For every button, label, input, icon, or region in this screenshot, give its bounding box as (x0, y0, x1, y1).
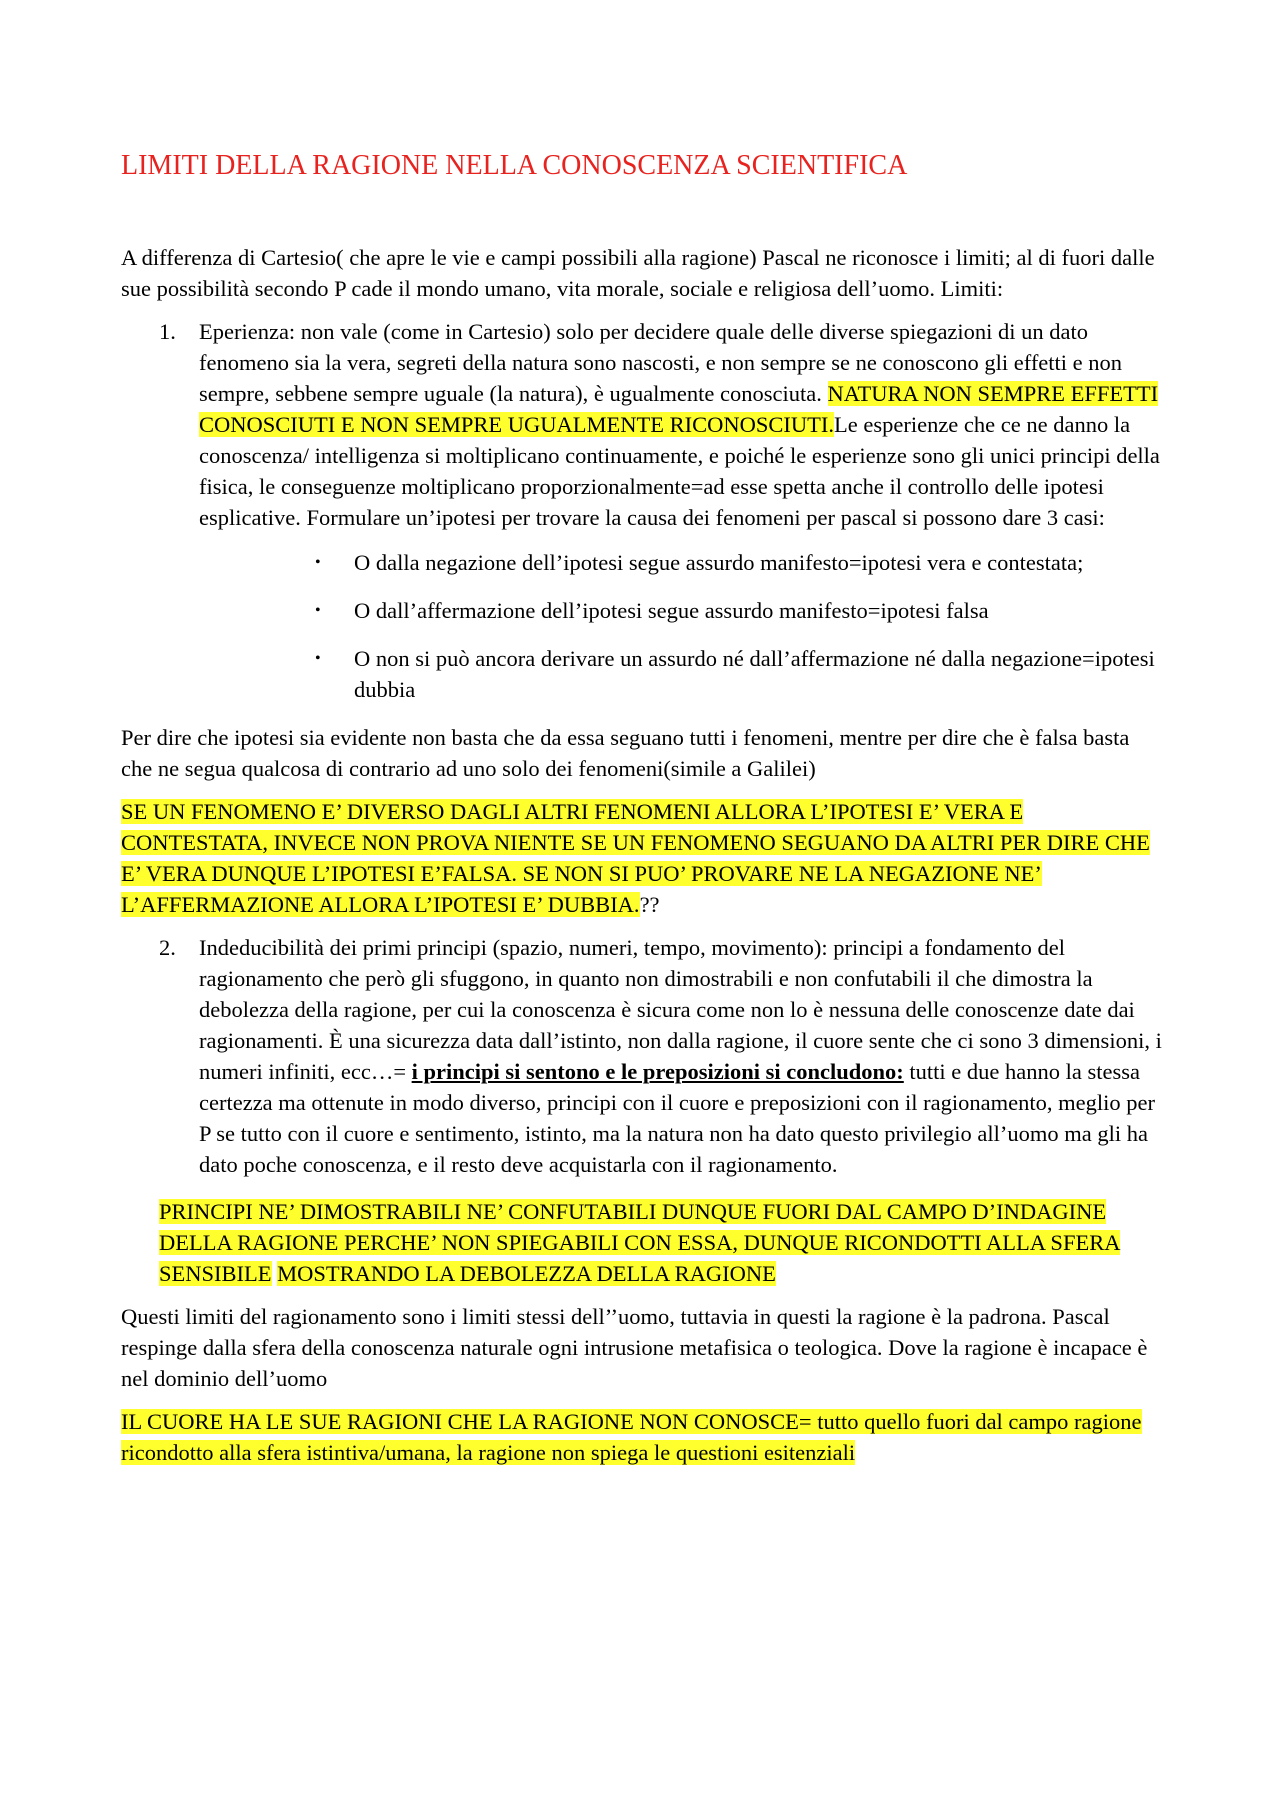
bullet-text: O dall’affermazione dell’ipotesi segue assurdo manifesto=ipotesi falsa (354, 598, 989, 623)
document-title: LIMITI DELLA RAGIONE NELLA CONOSCENZA SCIENTIFICA (121, 150, 908, 181)
para6-highlight: IL CUORE HA LE SUE RAGIONI CHE LA RAGIONE NON CONOSCE= tutto quello fuori dal campo ragione ricondotto alla sfera istintiva/umana, la ragione non spiega le questioni esitenziali (121, 1409, 1142, 1465)
para3-tail: ?? (639, 892, 660, 917)
bullet-glyph: • (315, 554, 321, 571)
item2-text-b: tutti e due hanno la stessa certezza ma ottenute in modo diverso, principi con il cuore e preposizioni con il ragionamento, meglio per P se tutto con il cuore e sentimento, istinto, ma la natura non ha dato questo privilegio all’uomo ma gli ha dato poche conoscenza, e il resto deve acquistarla con il ragionamento. (199, 1059, 1155, 1177)
highlight-paragraph-1 (121, 796, 1166, 920)
item1-text-b: Le esperienze che ce ne danno la conoscenza/ intelligenza si moltiplicano continuamente, e poiché le esperienze sono gli unici principi della fisica, le conseguenze moltiplicano proporzionalmente=ad esse spetta anche il controllo delle ipotesi esplicative. Formulare un’ipotesi per trovare la causa dei fenomeni per pascal si possono dare 3 casi: (199, 412, 1160, 530)
item1-text-a: Eperienza: non vale (come in Cartesio) solo per decidere quale delle diverse spiegazioni di un dato fenomeno sia la vera, segreti della natura sono nascosti, e non sempre se ne conoscono gli effetti e non sempre, sebbene sempre uguale (la natura), è ugualmente conosciuta. (199, 319, 1123, 406)
bullet-list (199, 547, 1166, 705)
bullet-item-3 (199, 643, 1166, 705)
item2-text-a: Indeducibilità dei primi principi (spazio, numeri, tempo, movimento): principi a fondamento del ragionamento che però gli sfuggono, in quanto non dimostrabili e non confutabili il che dimostra la debolezza della ragione, per cui la conoscenza è sicura come non lo è nessuna delle conoscenze date dai ragionamenti. È una sicurezza data dall’istinto, non dalla ragione, il cuore sente che ci sono 3 dimensioni, i numeri infiniti, ecc…= (199, 935, 1162, 1084)
bullet-glyph: • (315, 602, 321, 619)
item1-highlight: NATURA NON SEMPRE EFFETTI CONOSCIUTI E NON SEMPRE UGUALMENTE RICONOSCIUTI. (199, 381, 1159, 437)
para4-highlight-a: PRINCIPI NE’ DIMOSTRABILI NE’ CONFUTABILI DUNQUE FUORI DAL CAMPO D’INDAGINE DELLA RAGIONE PERCHE’ NON SPIEGABILI CON ESSA, DUNQUE RICONDOTTI ALLA SFERA SENSIBILE (159, 1199, 1121, 1286)
bullet-item-2 (199, 595, 1166, 626)
bullet-glyph: • (315, 650, 321, 667)
numbered-item-1 (121, 316, 1166, 705)
bullet-text: O non si può ancora derivare un assurdo né dall’affermazione né dalla negazione=ipotesi dubbia (354, 646, 1155, 702)
bullet-item-1 (199, 547, 1166, 578)
limits-paragraph: Questi limiti del ragionamento sono i limiti stessi dell’’uomo, tuttavia in questi la ragione è la padrona. Pascal respinge dalla sfera della conoscenza naturale ogni intrusione metafisica o teologica. Dove la ragione è incapace è nel dominio dell’uomo (121, 1304, 1148, 1391)
numbered-item-2 (121, 932, 1166, 1180)
para4-highlight-b: MOSTRANDO LA DEBOLEZZA DELLA RAGIONE (277, 1261, 776, 1286)
list-marker-1: 1. (159, 319, 176, 344)
bullet-text: O dalla negazione dell’ipotesi segue assurdo manifesto=ipotesi vera e contestata; (354, 550, 1084, 575)
highlight-paragraph-3 (121, 1406, 1166, 1468)
para3-highlight: SE UN FENOMENO E’ DIVERSO DAGLI ALTRI FENOMENI ALLORA L’IPOTESI E’ VERA E CONTESTATA, INVECE NON PROVA NIENTE SE UN FENOMENO SEGUANO DA ALTRI PER DIRE CHE E’ VERA DUNQUE L’IPOTESI E’FALSA. SE NON SI PUO’ PROVARE NE LA NEGAZIONE NE’ L’AFFERMAZIONE ALLORA L’IPOTESI E’ DUBBIA. (121, 799, 1150, 917)
list-marker-2: 2. (159, 935, 176, 960)
highlight-paragraph-2 (159, 1196, 1166, 1289)
intro-paragraph: A differenza di Cartesio( che apre le vie e campi possibili alla ragione) Pascal ne riconosce i limiti; al di fuori dalle sue possibilità secondo P cade il mondo umano, vita morale, sociale e religiosa dell’uomo. Limiti: (121, 245, 1155, 301)
item2-bold-underline: i principi si sentono e le preposizioni si concludono: (411, 1059, 904, 1084)
hypothesis-paragraph: Per dire che ipotesi sia evidente non basta che da essa seguano tutti i fenomeni, mentre per dire che è falsa basta che ne segua qualcosa di contrario ad uno solo dei fenomeni(simile a Galilei) (121, 725, 1130, 781)
document-body (121, 148, 1166, 1480)
